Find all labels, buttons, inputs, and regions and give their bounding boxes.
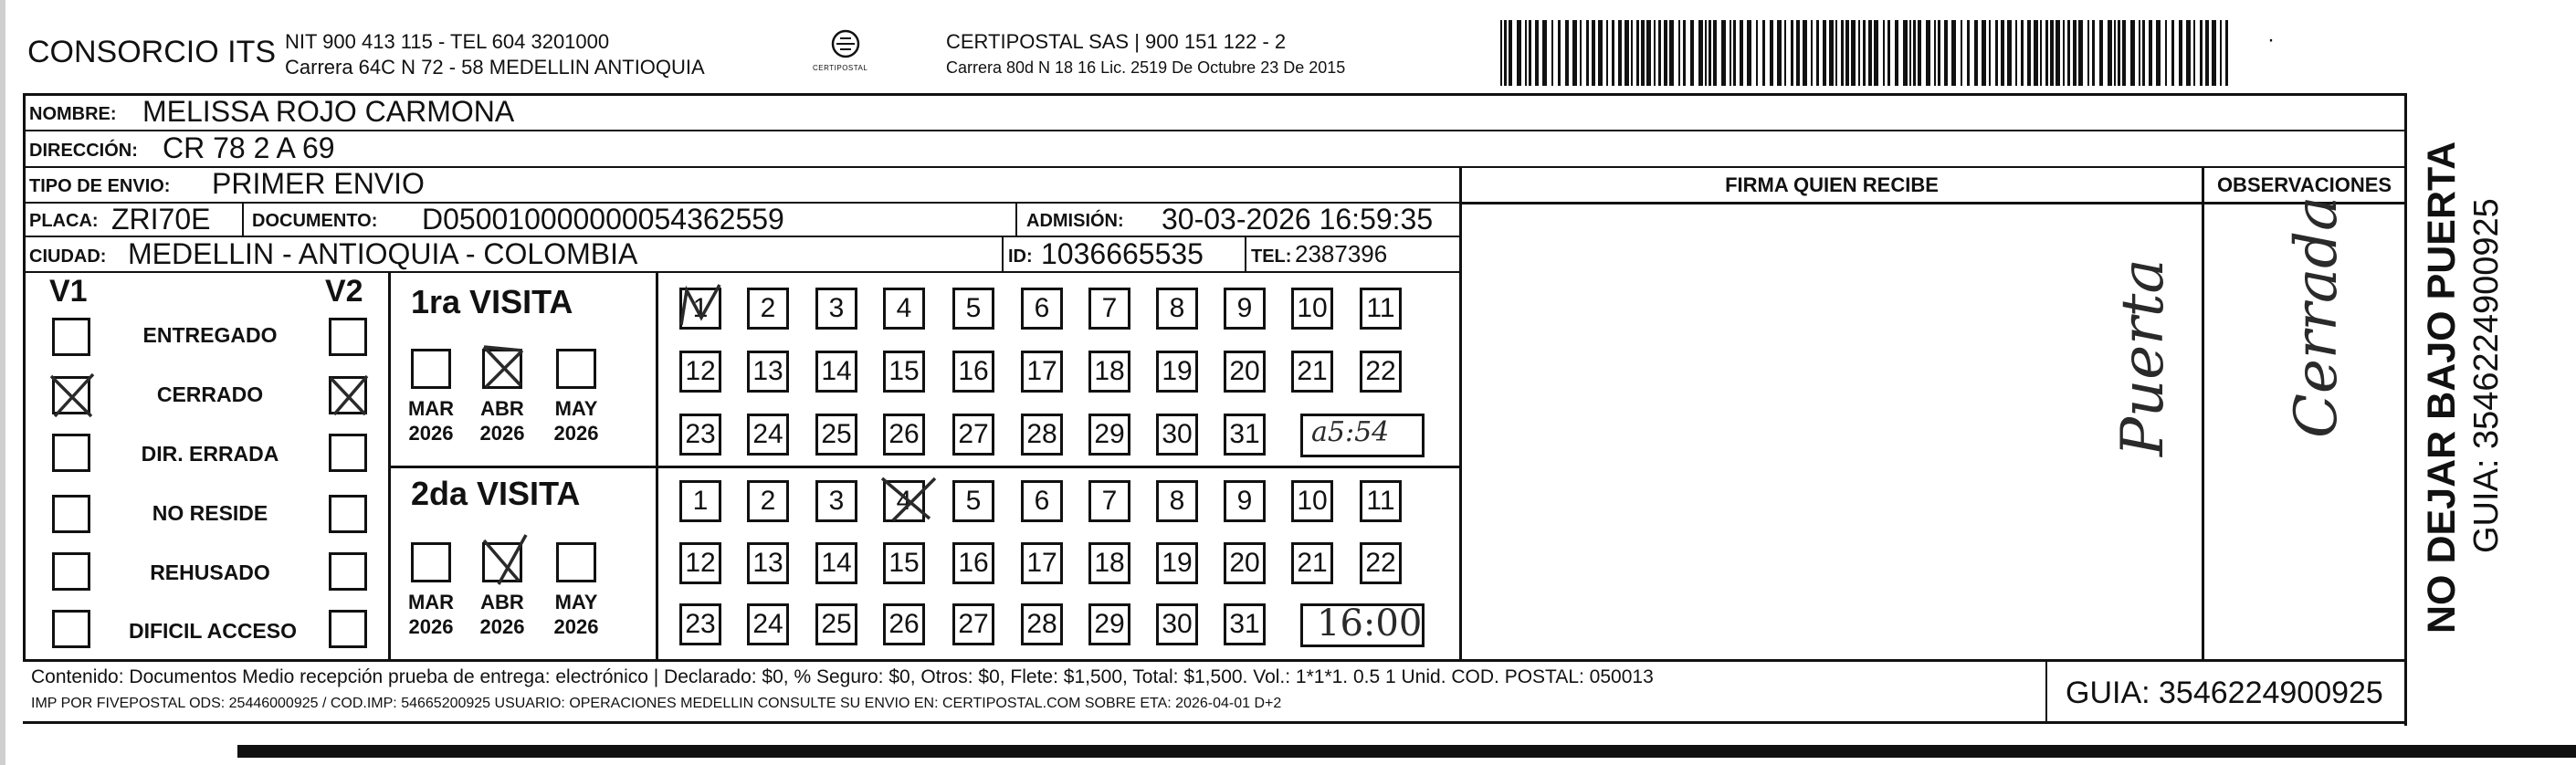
col-line-plate	[242, 202, 244, 237]
footer-guide: GUIA: 3546224900925	[2066, 676, 2383, 710]
id-value: 1036665535	[1041, 237, 1204, 270]
v2-checkbox-no-reside[interactable]	[329, 495, 367, 533]
side-warning: NO DEJAR BAJO PUERTA	[2420, 141, 2464, 634]
second-visit-title: 2da VISITA	[411, 475, 581, 512]
status-cerrado: CERRADO	[156, 382, 264, 406]
barcode-icon	[1500, 20, 2231, 86]
first-month-checkbox-abr[interactable]	[482, 349, 522, 389]
second-visit-day-20[interactable]: 20	[1224, 542, 1266, 584]
v1-checkbox-rehusado[interactable]	[52, 552, 90, 591]
first-visit-day-23[interactable]: 23	[679, 414, 721, 456]
second-visit-day-13[interactable]: 13	[747, 542, 789, 584]
first-visit-day-27[interactable]: 27	[952, 414, 994, 456]
first-visit-day-15[interactable]: 15	[883, 351, 925, 393]
name-label: NOMBRE:	[29, 104, 117, 124]
col-line-id	[1002, 236, 1004, 272]
second-month-mar-name: MAR	[407, 591, 455, 613]
second-visit-day-15[interactable]: 15	[883, 542, 925, 584]
second-visit-day-18[interactable]: 18	[1088, 542, 1130, 584]
col-line-signature	[1459, 166, 1462, 662]
carrier-name: CERTIPOSTAL SAS | 900 151 122 - 2	[946, 30, 1287, 53]
second-visit-day-10[interactable]: 10	[1291, 480, 1333, 522]
first-visit-day-25[interactable]: 25	[815, 414, 857, 456]
v1-checkbox-no-reside[interactable]	[52, 495, 90, 533]
second-visit-day-21[interactable]: 21	[1291, 542, 1333, 584]
v1-label: V1	[49, 274, 88, 309]
first-visit-day-8[interactable]: 8	[1156, 288, 1198, 330]
second-visit-day-2[interactable]: 2	[747, 480, 789, 522]
bottom-scan-border	[237, 745, 2576, 758]
row-line	[23, 659, 2407, 662]
v2-checkbox-cerrado[interactable]	[329, 376, 367, 414]
second-month-abr-year: 2026	[479, 615, 525, 638]
second-visit-day-1[interactable]: 1	[679, 480, 721, 522]
col-line-admission	[1015, 202, 1017, 237]
first-visit-day-16[interactable]: 16	[952, 351, 994, 393]
second-month-may-year: 2026	[553, 615, 599, 638]
address-label: DIRECCIÓN:	[29, 141, 138, 161]
first-visit-day-9[interactable]: 9	[1224, 288, 1266, 330]
v1-checkbox-entregado[interactable]	[52, 318, 90, 356]
v2-checkbox-rehusado[interactable]	[329, 552, 367, 591]
first-visit-day-29[interactable]: 29	[1088, 414, 1130, 456]
second-visit-day-22[interactable]: 22	[1360, 542, 1402, 584]
v2-checkbox-dificil-acceso[interactable]	[329, 610, 367, 648]
phone-label: TEL:	[1251, 246, 1292, 267]
second-visit-day-29[interactable]: 29	[1088, 603, 1130, 645]
city-label: CIUDAD:	[29, 246, 107, 267]
first-visit-day-1[interactable]: 1	[679, 288, 721, 330]
second-month-checkbox-may[interactable]	[556, 542, 596, 582]
v1-checkbox-cerrado[interactable]	[52, 376, 90, 414]
status-no-reside: NO RESIDE	[152, 501, 268, 525]
first-visit-day-7[interactable]: 7	[1088, 288, 1130, 330]
signature-header-line	[1459, 203, 2407, 204]
shipping-type-label: TIPO DE ENVIO:	[29, 176, 171, 196]
second-visit-day-8[interactable]: 8	[1156, 480, 1198, 522]
second-month-abr	[473, 590, 531, 639]
second-visit-day-31[interactable]: 31	[1224, 603, 1266, 645]
second-visit-day-27[interactable]: 27	[952, 603, 994, 645]
v2-checkbox-dir-errada[interactable]	[329, 434, 367, 472]
first-visit-day-26[interactable]: 26	[883, 414, 925, 456]
first-visit-day-19[interactable]: 19	[1156, 351, 1198, 393]
second-visit-day-25[interactable]: 25	[815, 603, 857, 645]
first-visit-day-24[interactable]: 24	[747, 414, 789, 456]
document-value: D050010000000054362559	[422, 203, 784, 236]
observation-handwriting-1: Puerta	[2109, 258, 2177, 456]
first-visit-day-18[interactable]: 18	[1088, 351, 1130, 393]
first-visit-day-3[interactable]: 3	[815, 288, 857, 330]
recipient-name: MELISSA ROJO CARMONA	[142, 95, 515, 128]
row-line	[23, 130, 2407, 131]
city-value: MEDELLIN - ANTIOQUIA - COLOMBIA	[128, 237, 638, 270]
second-month-may-name: MAY	[554, 591, 598, 613]
signature-header: FIRMA QUIEN RECIBE	[1725, 173, 1939, 196]
observations-header: OBSERVACIONES	[2216, 173, 2392, 196]
certipostal-logo-icon	[813, 27, 878, 82]
certipostal-logo-text: CERTIPOSTAL	[813, 64, 868, 72]
second-visit-day-11[interactable]: 11	[1360, 480, 1402, 522]
barcode-dot: ·	[2267, 27, 2275, 52]
status-dir-errada: DIR. ERRADA	[141, 442, 279, 466]
first-visit-day-21[interactable]: 21	[1291, 351, 1333, 393]
first-visit-day-10[interactable]: 10	[1291, 288, 1333, 330]
second-visit-day-7[interactable]: 7	[1088, 480, 1130, 522]
first-month-abr-name: ABR	[480, 397, 524, 420]
first-visit-day-13[interactable]: 13	[747, 351, 789, 393]
second-visit-time: 16:00	[1317, 603, 1423, 644]
first-visit-day-11[interactable]: 11	[1360, 288, 1402, 330]
v2-checkbox-entregado[interactable]	[329, 318, 367, 356]
second-visit-day-30[interactable]: 30	[1156, 603, 1198, 645]
carrier-address: Carrera 80d N 18 16 Lic. 2519 De Octubre 23 De 2015	[946, 58, 1346, 77]
first-visit-day-4[interactable]: 4	[883, 288, 925, 330]
admission-value: 30-03-2026 16:59:35	[1162, 203, 1434, 236]
company-name: CONSORCIO ITS	[27, 35, 277, 69]
first-visit-day-14[interactable]: 14	[815, 351, 857, 393]
admission-label: ADMISIÓN:	[1026, 211, 1124, 231]
first-visit-day-12[interactable]: 12	[679, 351, 721, 393]
first-month-mar-name: MAR	[407, 397, 455, 420]
table-outer-left	[23, 93, 26, 662]
footer-imp: IMP POR FIVEPOSTAL ODS: 25446000925 / COD.IMP: 54665200925 USUARIO: OPERACIONES MEDELLIN CONSULTE SU ENVIO EN: CERTIPOSTAL.COM SOBRE ETA: 2026-04-01 D+2	[31, 696, 1282, 711]
first-month-abr-year: 2026	[479, 422, 525, 445]
col-line-footer-guide	[2045, 659, 2047, 723]
first-month-abr	[473, 396, 531, 445]
first-month-mar-year: 2026	[408, 422, 454, 445]
table-outer-right	[2404, 93, 2407, 726]
first-visit-time: a5:54	[1311, 416, 1390, 448]
second-visit-day-28[interactable]: 28	[1021, 603, 1063, 645]
first-visit-day-6[interactable]: 6	[1021, 288, 1063, 330]
second-visit-day-3[interactable]: 3	[815, 480, 857, 522]
second-visit-day-5[interactable]: 5	[952, 480, 994, 522]
col-line-observations	[2202, 166, 2204, 662]
shipping-type: PRIMER ENVIO	[212, 167, 425, 200]
first-month-checkbox-mar[interactable]	[411, 349, 451, 389]
first-month-may	[547, 396, 605, 445]
first-visit-day-2[interactable]: 2	[747, 288, 789, 330]
second-visit-day-24[interactable]: 24	[747, 603, 789, 645]
second-visit-day-14[interactable]: 14	[815, 542, 857, 584]
second-visit-day-23[interactable]: 23	[679, 603, 721, 645]
plate-value: ZRI70E	[111, 203, 211, 236]
status-entregado: ENTREGADO	[142, 323, 278, 347]
first-visit-day-28[interactable]: 28	[1021, 414, 1063, 456]
second-visit-day-17[interactable]: 17	[1021, 542, 1063, 584]
row-line-visits	[388, 466, 1461, 468]
recipient-address: CR 78 2 A 69	[163, 131, 335, 164]
second-month-mar-year: 2026	[408, 615, 454, 638]
second-month-mar	[402, 590, 460, 639]
col-line-visits	[388, 271, 391, 662]
phone-value: 2387396	[1295, 240, 1388, 267]
company-nit: NIT 900 413 115 - TEL 604 3201000	[285, 30, 610, 53]
company-address: Carrera 64C N 72 - 58 MEDELLIN ANTIOQUIA	[285, 56, 705, 79]
footer-content: Contenido: Documentos Medio recepción prueba de entrega: electrónico | Declarado: $0, % Seguro: $0, Otros: $0, Flete: $1,500, Total: $1,500. Vol.: 1*1*1. 0.5 1 Unid. COD. POSTAL: 050013	[31, 666, 1654, 687]
second-visit-day-6[interactable]: 6	[1021, 480, 1063, 522]
observation-handwriting-2: Cerrada	[2283, 195, 2350, 438]
first-visit-title: 1ra VISITA	[411, 283, 573, 320]
first-visit-day-17[interactable]: 17	[1021, 351, 1063, 393]
second-visit-day-12[interactable]: 12	[679, 542, 721, 584]
second-month-abr-name: ABR	[480, 591, 524, 613]
status-dificil-acceso: DIFICIL ACCESO	[128, 619, 297, 643]
second-visit-day-16[interactable]: 16	[952, 542, 994, 584]
v1-checkbox-dificil-acceso[interactable]	[52, 610, 90, 648]
second-month-may	[547, 590, 605, 639]
col-line-days	[656, 271, 658, 662]
document-label: DOCUMENTO:	[252, 211, 378, 231]
left-scan-border	[0, 0, 5, 765]
second-month-checkbox-abr[interactable]	[482, 542, 522, 582]
v1-checkbox-dir-errada[interactable]	[52, 434, 90, 472]
status-rehusado: REHUSADO	[150, 561, 270, 584]
second-visit-day-19[interactable]: 19	[1156, 542, 1198, 584]
first-visit-day-20[interactable]: 20	[1224, 351, 1266, 393]
id-label: ID:	[1008, 246, 1033, 267]
second-visit-day-26[interactable]: 26	[883, 603, 925, 645]
first-month-may-name: MAY	[554, 397, 598, 420]
v2-label: V2	[325, 274, 363, 309]
plate-label: PLACA:	[29, 211, 99, 231]
first-visit-day-5[interactable]: 5	[952, 288, 994, 330]
side-guide: GUIA: 3546224900925	[2467, 198, 2506, 553]
second-month-checkbox-mar[interactable]	[411, 542, 451, 582]
first-visit-day-30[interactable]: 30	[1156, 414, 1198, 456]
first-visit-day-31[interactable]: 31	[1224, 414, 1266, 456]
first-month-mar	[402, 396, 460, 445]
table-outer-bottom	[23, 721, 2407, 724]
col-line-phone	[1245, 236, 1246, 272]
first-month-checkbox-may[interactable]	[556, 349, 596, 389]
second-visit-day-9[interactable]: 9	[1224, 480, 1266, 522]
second-visit-day-4[interactable]: 4	[883, 480, 925, 522]
first-visit-day-22[interactable]: 22	[1360, 351, 1402, 393]
first-month-may-year: 2026	[553, 422, 599, 445]
